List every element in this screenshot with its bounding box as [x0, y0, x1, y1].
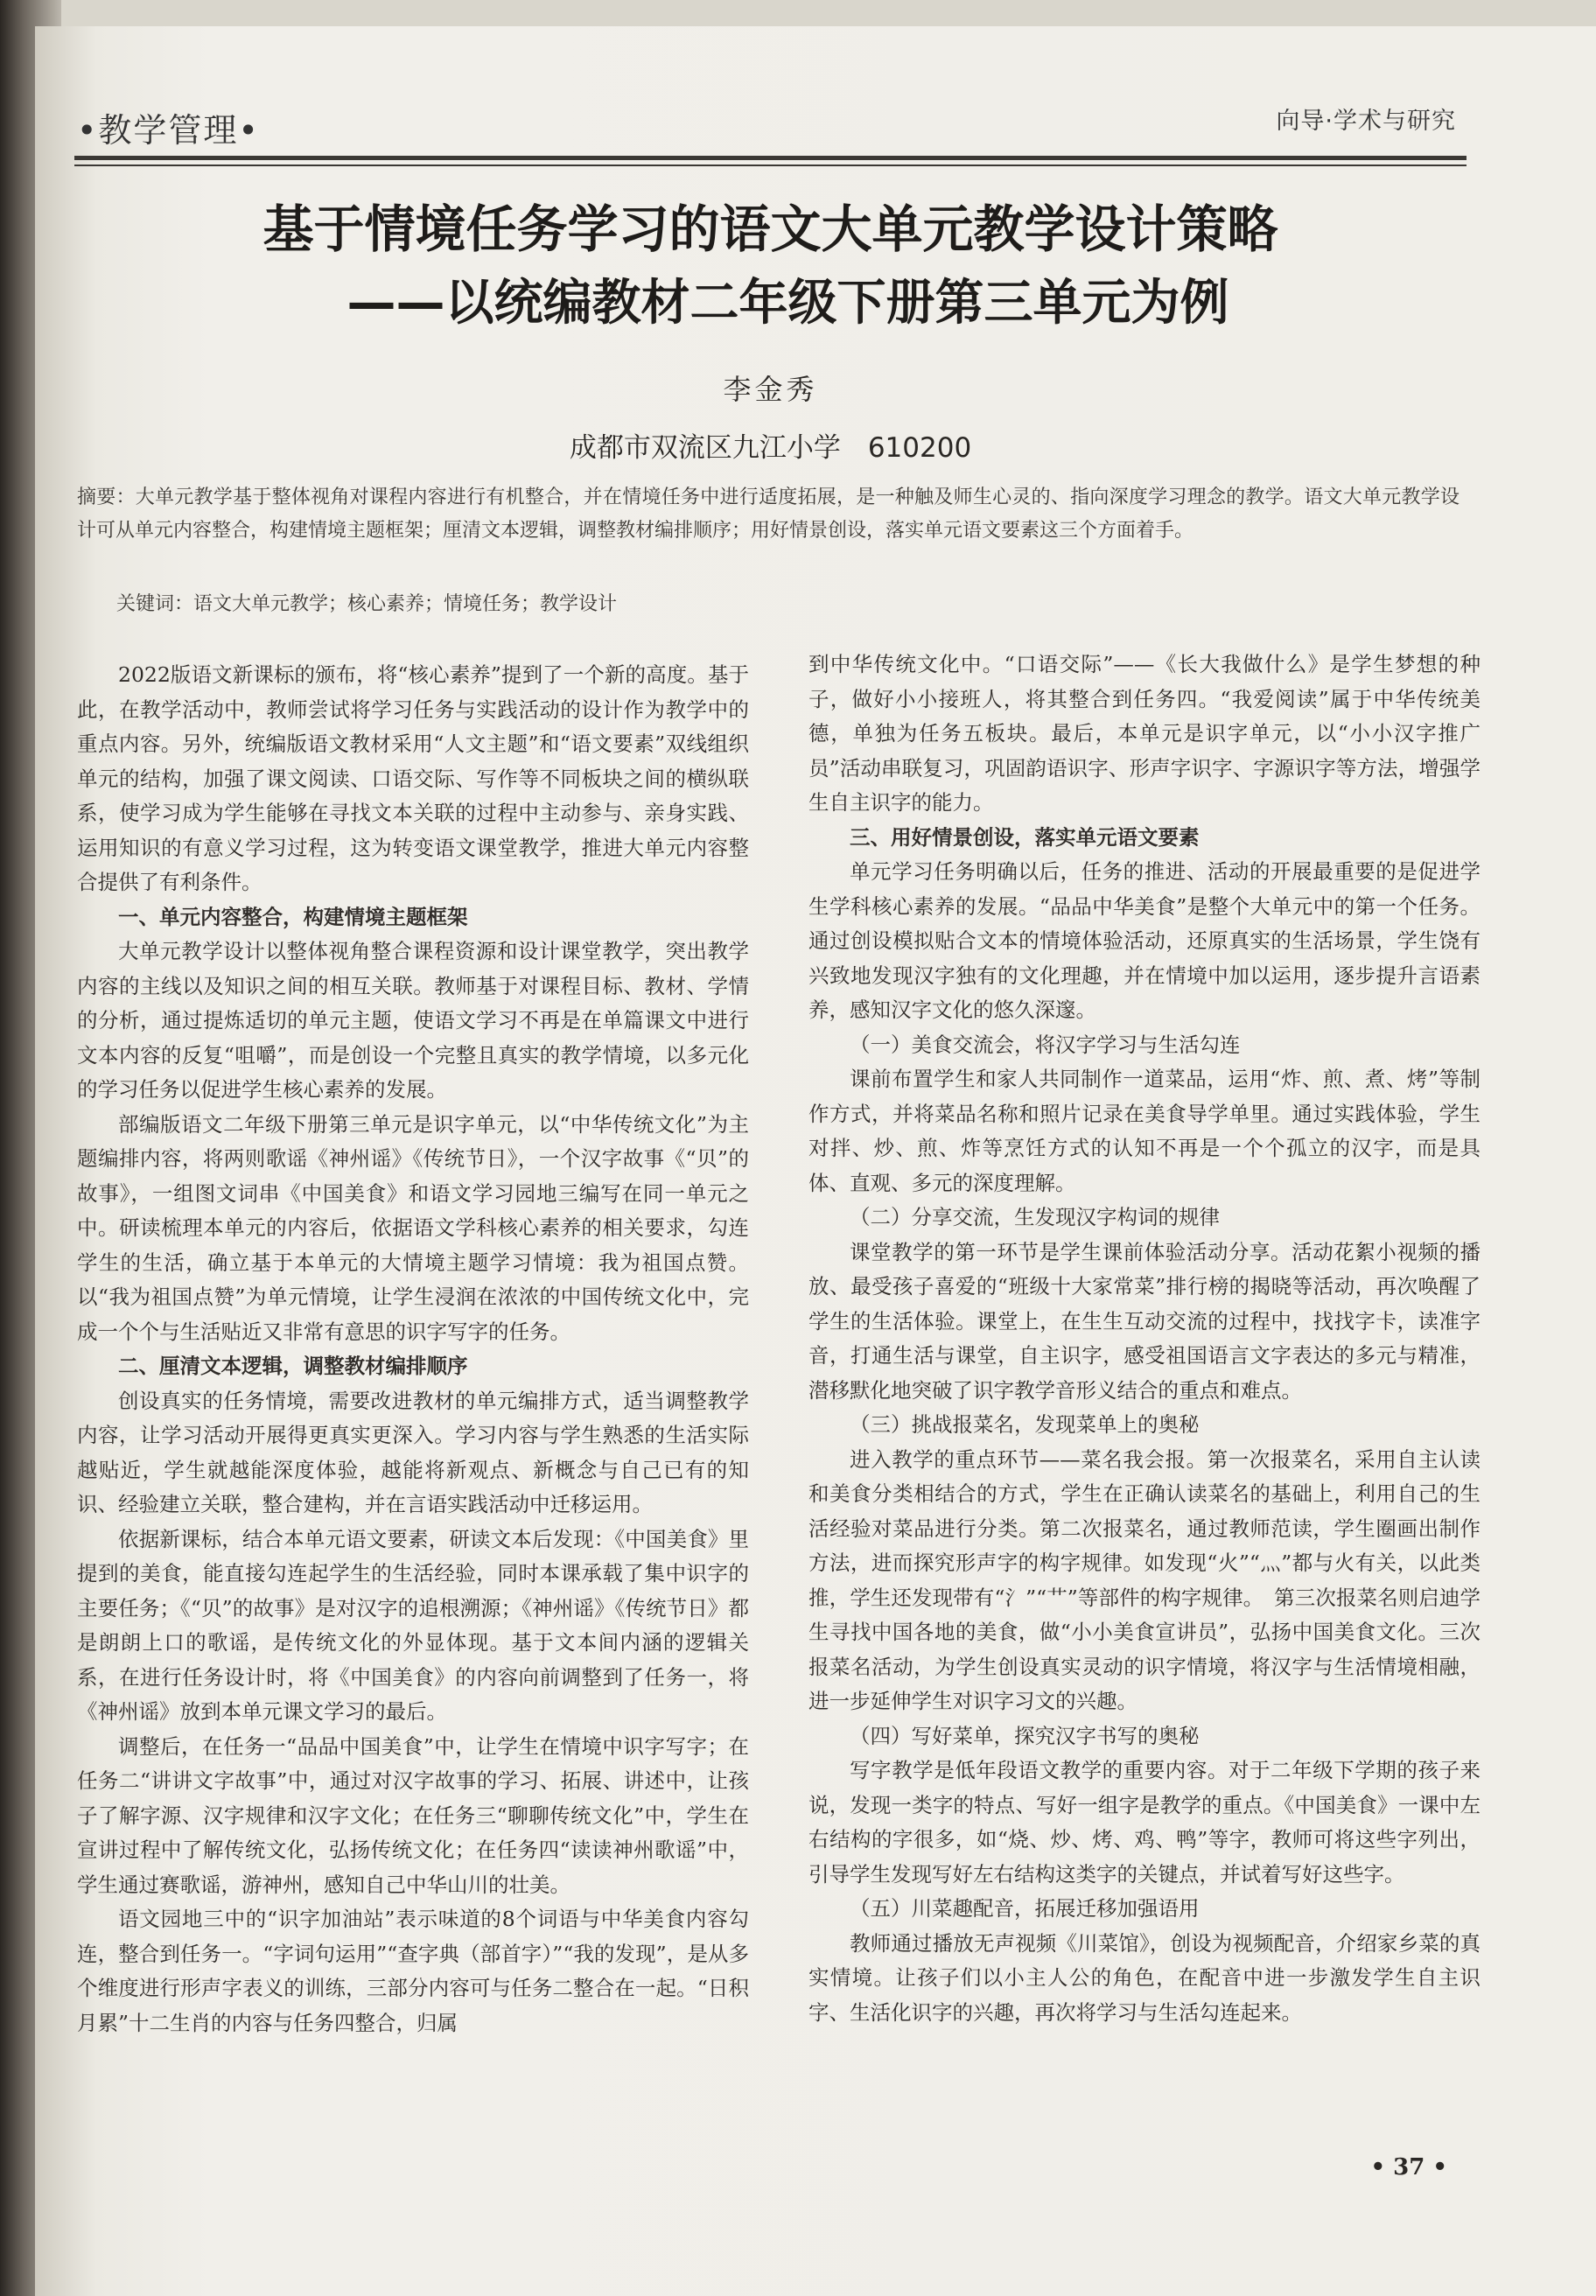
body-paragraph: 到中华传统文化中。“口语交际”——《长大我做什么》是学生梦想的种子，做好小小接班人，将其整合到任务四。“我爱阅读”属于中华传统美德，单独为任务五板块。最后，本单元是识字单元，以“小小汉字推广员”活动串联复习，巩固韵语识字、形声字识字、字源识字等方法，增强学生自主识字的能力。 — [808, 652, 1480, 815]
body-paragraph: 依据新课标，结合本单元语文要素，研读文本后发现：《中国美食》里提到的美食，能直接勾连起学生的生活经验，同时本课承载了集中识字的主要任务；《“贝”的故事》是对汉字的追根溯源；《神州谣》《传统节日》都是朗朗上口的歌谣，是传统文化的外显体现。基于文本间内涵的逻辑关系，在进行任务设计时，将《中国美食》的内容向前调整到了任务一，将《神州谣》放到本单元课文学习的最后。 — [77, 1526, 749, 1724]
subsection-heading: （五）川菜趣配音，拓展迁移加强语用 — [850, 1896, 1200, 1921]
body-paragraph: 部编版语文二年级下册第三单元是识字单元，以“中华传统文化”为主题编排内容，将两则歌谣《神州谣》《传统节日》，一个汉字故事《“贝”的故事》，一组图文词串《中国美食》和语文学习园地三编写在同一单元之中。研读梳理本单元的内容后，依据语文学科核心素养的相关要求，勾连学生的生活，确立基于本单元的大情境主题学习情境：我为祖国点赞。以“我为祖国点赞”为单元情境，让学生浸润在浓浓的中国传统文化中，完成一个个与生活贴近又非常有意思的识字写字的任务。 — [77, 1111, 749, 1344]
author-affiliation: 成都市双流区九江小学 610200 — [569, 432, 972, 464]
subsection-heading: （一）美食交流会，将汉字学习与生活勾连 — [850, 1032, 1241, 1057]
subsection-heading: （三）挑战报菜名，发现菜单上的奥秘 — [850, 1412, 1200, 1437]
article-subtitle: ——以统编教材二年级下册第三单元为例 — [346, 275, 1229, 332]
section-heading: 二、厘清文本逻辑，调整教材编排顺序 — [118, 1354, 468, 1378]
body-paragraph: 教师通过播放无声视频《川菜馆》，创设为视频配音，介绍家乡菜的真实情境。让孩子们以小主人公的角色，在配音中进一步激发学生自主识字、生活化识字的兴趣，再次将学习与生活勾连起来。 — [808, 1930, 1480, 2025]
body-paragraph: 大单元教学设计以整体视角整合课程资源和设计课堂教学，突出教学内容的主线以及知识之间的相互关联。教师基于对课程目标、教材、学情的分析，通过提炼适切的单元主题，使语文学习不再是在单篇课文中进行文本内容的反复“咀嚼”，而是创设一个完整且真实的教学情境，以多元化的学习任务以促进学生核心素养的发展。 — [77, 939, 749, 1102]
body-column-left — [77, 658, 749, 2040]
body-paragraph: 进入教学的重点环节——菜名我会报。第一次报菜名，采用自主认读和美食分类相结合的方式，学生在正确认读菜名的基础上，利用自己的生活经验对菜品进行分类。第二次报菜名，通过教师范读，学生圈画出制作方法，进而探究形声字的构字规律。如发现“火”“灬”都与火有关，以此类推，学生还发现带有“氵”“艹”等部件的构字规律。 第三次报菜名则启迪学生寻找中国各地的美食，做“小小美食宣讲员”，弘扬中国美食文化。三次报菜名活动，为学生创设真实灵动的识字情境，将汉字与生活情境相融，进一步延伸学生对识字习文的兴趣。 — [808, 1446, 1480, 1713]
section-heading: 三、用好情景创设，落实单元语文要素 — [850, 824, 1200, 850]
abstract: 摘要：大单元教学基于整体视角对课程内容进行有机整合，并在情境任务中进行适度拓展，是一种触及师生心灵的、指向深度学习理念的教学。语文大单元教学设计可从单元内容整合，构建情境主题框架；厘清文本逻辑，调整教材编排顺序；用好情景创设，落实单元语文要素这三个方面着手。 — [77, 486, 1460, 542]
header-rule-thin — [74, 164, 1466, 166]
column-tag: •教学管理• — [77, 111, 260, 150]
keywords: 关键词：语文大单元教学；核心素养；情境任务；教学设计 — [116, 593, 618, 615]
body-paragraph: 课前布置学生和家人共同制作一道菜品，运用“炸、煎、煮、烤”等制作方式，并将菜品名称和照片记录在美食导学单里。通过实践体验，学生对拌、炒、煎、炸等烹饪方式的认知不再是一个个孤立的汉字，而是具体、直观、多元的深度理解。 — [808, 1067, 1480, 1195]
body-paragraph: 单元学习任务明确以后，任务的推进、活动的开展最重要的是促进学生学科核心素养的发展。“品品中华美食”是整个大单元中的第一个任务。通过创设模拟贴合文本的情境体验活动，还原真实的生活场景，学生饶有兴致地发现汉字独有的文化理趣，并在情境中加以运用，逐步提升言语素养，感知汉字文化的悠久深邃。 — [808, 859, 1480, 1022]
body-paragraph: 2022版语文新课标的颁布，将“核心素养”提到了一个新的高度。基于此，在教学活动中，教师尝试将学习任务与实践活动的设计作为教学中的重点内容。另外，统编版语文教材采用“人文主题”和“语文要素”双线组织单元的结构，加强了课文阅读、口语交际、写作等不同板块之间的横纵联系，使学习成为学生能够在寻找文本关联的过程中主动参与、亲身实践、运用知识的有意义学习过程，这为转变语文课堂教学，推进大单元内容整合提供了有利条件。 — [77, 662, 749, 894]
page-number: • 37 • — [1370, 2154, 1447, 2180]
subsection-heading: （二）分享交流，生发现汉字构词的规律 — [850, 1205, 1220, 1229]
subsection-heading: （四）写好菜单，探究汉字书写的奥秘 — [850, 1723, 1200, 1748]
header-rule — [74, 156, 1466, 160]
body-column-right — [808, 648, 1480, 2030]
article-author: 李金秀 — [723, 373, 818, 406]
section-heading: 一、单元内容整合，构建情境主题框架 — [118, 904, 468, 929]
body-paragraph: 课堂教学的第一环节是学生课前体验活动分享。活动花絮小视频的播放、最受孩子喜爱的“班级十大家常菜”排行榜的揭晓等活动，再次唤醒了学生的生活体验。课堂上，在生生互动交流的过程中，找找字卡，读准字音，打通生活与课堂，自主识字，感受祖国语言文字表达的多元与精准，潜移默化地突破了识字教学音形义结合的重点和难点。 — [808, 1239, 1480, 1403]
body-paragraph: 创设真实的任务情境，需要改进教材的单元编排方式，适当调整教学内容，让学习活动开展得更真实更深入。学习内容与学生熟悉的生活实际越贴近，学生就越能深度体验，越能将新观点、新概念与自己已有的知识、经验建立关联，整合建构，并在言语实践活动中迁移运用。 — [77, 1388, 749, 1516]
article-title: 基于情境任务学习的语文大单元教学设计策略 — [262, 200, 1278, 259]
journal-name: 向导·学术与研究 — [1276, 108, 1456, 135]
body-paragraph: 语文园地三中的“识字加油站”表示味道的8个词语与中华美食内容勾连，整合到任务一。“字词句运用”“查字典（部首字）”“我的发现”，是从多个维度进行形声字表义的训练，三部分内容可与任务二整合在一起。“日积月累”十二生肖的内容与任务四整合，归属 — [77, 1907, 749, 2035]
body-paragraph: 写字教学是低年段语文教学的重要内容。对于二年级下学期的孩子来说，发现一类字的特点、写好一组字是教学的重点。《中国美食》一课中左右结构的字很多，如“烧、炒、烤、鸡、鸭”等字，教师可将这些字列出，引导学生发现写好左右结构这类字的关键点，并试着写好这些字。 — [808, 1758, 1480, 1886]
body-paragraph: 调整后，在任务一“品品中国美食”中，让学生在情境中识字写字；在任务二“讲讲文字故事”中，通过对汉字故事的学习、拓展、讲述中，让孩子了解字源、汉字规律和汉字文化；在任务三“聊聊传统文化”中，学生在宣讲过程中了解传统文化，弘扬传统文化；在任务四“读读神州歌谣”中，学生通过赛歌谣，游神州，感知自己中华山川的壮美。 — [77, 1733, 749, 1897]
